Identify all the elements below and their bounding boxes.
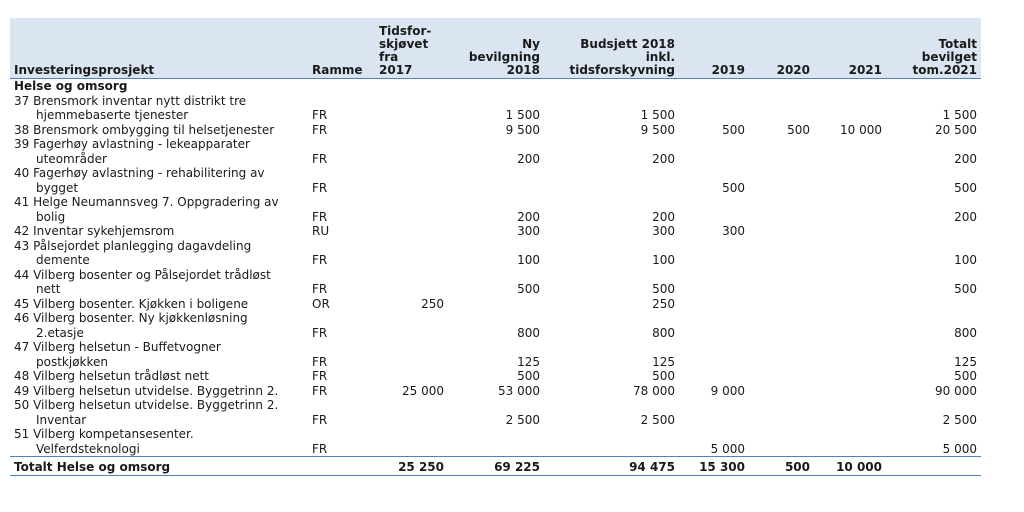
table-row — [10, 224, 981, 239]
project-name-line1: 48 Vilberg helsetun trådløst nett — [14, 369, 209, 383]
project-name-line2: hjemmebaserte tjenester — [36, 108, 189, 122]
cell-tid — [375, 195, 448, 224]
cell-bud: 1 500 — [640, 108, 675, 122]
cell-y2019: 500 — [722, 180, 745, 195]
investment-table — [10, 18, 981, 476]
total-tot — [886, 457, 981, 476]
cell-y2021 — [814, 195, 886, 224]
project-name-line1: 47 Vilberg helsetun - Buffetvogner — [14, 340, 221, 354]
cell-ramme: FR — [312, 253, 328, 267]
table-row — [10, 166, 981, 195]
cell-tid — [375, 268, 448, 297]
cell-y2019 — [679, 297, 749, 312]
project-name-line2: Velferdsteknologi — [36, 441, 140, 456]
cell-ny: 53 000 — [498, 383, 540, 398]
cell-tid — [375, 137, 448, 166]
cell-y2021 — [814, 427, 886, 457]
table-row — [10, 195, 981, 224]
cell-tid: 25 000 — [402, 383, 444, 398]
cell-tot: 200 — [954, 151, 977, 166]
project-name-line1: 42 Inventar sykehjemsrom — [14, 224, 175, 238]
cell-tot: 90 000 — [935, 383, 977, 398]
cell-y2021 — [814, 340, 886, 369]
cell-tid — [375, 224, 448, 239]
total-row — [10, 457, 981, 476]
cell-tot: 800 — [954, 325, 977, 340]
total-y2021: 10 000 — [814, 457, 886, 476]
project-name-line1: 45 Vilberg bosenter. Kjøkken i boligene — [14, 296, 249, 311]
cell-y2021: 10 000 — [840, 122, 882, 137]
project-name — [10, 427, 308, 457]
project-name-line1: 39 Fagerhøy avlastning - lekeapparater — [14, 137, 250, 151]
project-name-line1: 51 Vilberg kompetansesenter. — [14, 427, 194, 441]
cell-y2019 — [679, 369, 749, 384]
project-name-line2: demente — [36, 253, 90, 267]
total-label: Totalt Helse og omsorg — [10, 457, 308, 476]
project-name-line1: 46 Vilberg bosenter. Ny kjøkkenløsning — [14, 311, 248, 325]
cell-bud: 100 — [652, 253, 675, 267]
project-name-line1: 38 Brensmork ombygging til helsetjenester — [14, 122, 275, 137]
total-y2020: 500 — [749, 457, 814, 476]
project-name — [10, 268, 308, 297]
cell-ramme: FR — [312, 122, 328, 137]
table-row — [10, 384, 981, 399]
cell-bud — [544, 166, 679, 195]
cell-ny: 200 — [517, 151, 540, 166]
project-name — [10, 384, 308, 399]
cell-ny: 500 — [517, 369, 540, 383]
table-row — [10, 239, 981, 268]
cell-ramme: FR — [312, 441, 328, 456]
project-name-line2: nett — [36, 282, 61, 296]
project-name-line1: 40 Fagerhøy avlastning - rehabilitering av — [14, 166, 265, 180]
cell-y2020 — [749, 224, 814, 239]
cell-tot: 2 500 — [942, 412, 977, 427]
table-row — [10, 123, 981, 138]
project-name — [10, 369, 308, 384]
cell-bud: 2 500 — [640, 412, 675, 427]
cell-y2019 — [679, 340, 749, 369]
section-title: Helse og omsorg — [14, 79, 128, 93]
cell-bud: 300 — [652, 224, 675, 238]
table-row — [10, 137, 981, 166]
cell-tid — [375, 94, 448, 123]
cell-bud: 200 — [652, 151, 675, 166]
cell-y2021 — [814, 239, 886, 268]
cell-ny: 100 — [517, 253, 540, 267]
project-name-line1: 44 Vilberg bosenter og Pålsejordet trådløst — [14, 267, 271, 282]
cell-tid — [375, 166, 448, 195]
project-name-line1: 37 Brensmork inventar nytt distrikt tre — [14, 93, 247, 108]
cell-bud: 250 — [652, 296, 675, 311]
cell-y2021 — [814, 384, 886, 399]
project-name-line2: uteområder — [36, 151, 107, 166]
cell-y2019: 5 000 — [710, 441, 745, 456]
project-name — [10, 137, 308, 166]
cell-tid — [375, 123, 448, 138]
project-name-line2: Inventar — [36, 412, 87, 427]
investment-table-container — [10, 18, 981, 476]
header-2020: 2020 — [749, 18, 814, 79]
cell-ny: 1 500 — [505, 108, 540, 122]
cell-ramme: FR — [312, 209, 328, 224]
cell-y2019 — [679, 137, 749, 166]
project-name-line2: 2.etasje — [36, 325, 84, 340]
cell-y2021 — [814, 398, 886, 427]
cell-ramme: FR — [312, 412, 328, 427]
cell-ny: 125 — [517, 354, 540, 369]
project-name-line1: 50 Vilberg helsetun utvidelse. Byggetrinn 2. — [14, 398, 279, 412]
cell-y2020 — [749, 384, 814, 399]
cell-y2021 — [814, 268, 886, 297]
cell-tot: 5 000 — [942, 441, 977, 456]
cell-y2020 — [749, 239, 814, 268]
cell-y2019 — [679, 239, 749, 268]
cell-ramme: FR — [312, 354, 328, 369]
cell-ny — [448, 297, 544, 312]
header-project: Investeringsprosjekt — [10, 18, 308, 79]
cell-tot: 1 500 — [942, 108, 977, 122]
cell-ny — [448, 166, 544, 195]
cell-bud: 200 — [652, 209, 675, 224]
cell-y2019 — [679, 195, 749, 224]
cell-tot: 500 — [954, 180, 977, 195]
cell-y2020 — [749, 311, 814, 340]
project-name-line2: postkjøkken — [36, 354, 108, 369]
cell-tid: 250 — [421, 296, 444, 311]
total-bud: 94 475 — [544, 457, 679, 476]
cell-y2019 — [679, 268, 749, 297]
cell-ramme: FR — [312, 282, 328, 296]
cell-ramme: FR — [312, 325, 328, 340]
total-tid: 25 250 — [375, 457, 448, 476]
cell-ramme: RU — [312, 224, 330, 238]
cell-ny: 200 — [517, 209, 540, 224]
cell-ramme: OR — [312, 296, 330, 311]
cell-y2020 — [749, 166, 814, 195]
project-name — [10, 398, 308, 427]
cell-tot — [886, 297, 981, 312]
cell-y2020 — [749, 398, 814, 427]
cell-y2019 — [679, 94, 749, 123]
cell-ramme: FR — [312, 108, 328, 122]
cell-y2020: 500 — [787, 122, 810, 137]
total-ny: 69 225 — [448, 457, 544, 476]
cell-y2021 — [814, 369, 886, 384]
cell-y2021 — [814, 137, 886, 166]
total-y2019: 15 300 — [679, 457, 749, 476]
project-name — [10, 224, 308, 239]
cell-y2021 — [814, 311, 886, 340]
cell-y2020 — [749, 369, 814, 384]
cell-y2021 — [814, 224, 886, 239]
cell-ny: 500 — [517, 282, 540, 296]
cell-y2020 — [749, 427, 814, 457]
project-name-line2: bolig — [36, 209, 66, 224]
cell-tid — [375, 239, 448, 268]
project-name — [10, 195, 308, 224]
cell-y2019: 300 — [722, 224, 745, 238]
table-row — [10, 398, 981, 427]
cell-tot: 20 500 — [935, 122, 977, 137]
project-name-line2: bygget — [36, 180, 79, 195]
cell-tot: 500 — [954, 369, 977, 383]
cell-ramme: FR — [312, 180, 328, 195]
cell-bud: 800 — [652, 325, 675, 340]
cell-y2020 — [749, 94, 814, 123]
cell-tid — [375, 369, 448, 384]
project-name-line1: 49 Vilberg helsetun utvidelse. Byggetrinn 2. — [14, 383, 279, 398]
cell-y2020 — [749, 297, 814, 312]
table-body — [10, 79, 981, 476]
cell-tid — [375, 311, 448, 340]
cell-tid — [375, 340, 448, 369]
project-name — [10, 94, 308, 123]
cell-ramme: FR — [312, 369, 328, 383]
cell-bud — [544, 427, 679, 457]
table-row — [10, 94, 981, 123]
cell-ny: 300 — [517, 224, 540, 238]
cell-tot: 200 — [954, 209, 977, 224]
cell-y2020 — [749, 340, 814, 369]
cell-ramme: FR — [312, 151, 328, 166]
cell-ny: 2 500 — [505, 412, 540, 427]
project-name — [10, 123, 308, 138]
header-budsjett: Budsjett 2018 inkl. tidsforskyvning — [544, 18, 679, 79]
cell-y2019: 9 000 — [710, 383, 745, 398]
project-name — [10, 311, 308, 340]
table-row — [10, 311, 981, 340]
cell-bud: 500 — [652, 369, 675, 383]
project-name — [10, 166, 308, 195]
cell-bud: 78 000 — [633, 383, 675, 398]
table-header — [10, 18, 981, 79]
project-name — [10, 340, 308, 369]
project-name — [10, 297, 308, 312]
cell-tid — [375, 398, 448, 427]
cell-y2019: 500 — [722, 122, 745, 137]
cell-tot: 500 — [954, 282, 977, 296]
section-row — [10, 79, 981, 94]
total-ramme — [308, 457, 375, 476]
table-row — [10, 427, 981, 457]
cell-ny — [448, 427, 544, 457]
cell-ny: 9 500 — [505, 122, 540, 137]
header-tidsforskjovet: Tidsfor- skjøvet fra 2017 — [375, 18, 448, 79]
table-row — [10, 297, 981, 312]
cell-ny: 800 — [517, 325, 540, 340]
header-totalt: Totalt bevilget tom.2021 — [886, 18, 981, 79]
cell-bud: 500 — [652, 282, 675, 296]
project-name — [10, 239, 308, 268]
header-ny-bevilgning: Ny bevilgning 2018 — [448, 18, 544, 79]
cell-y2019 — [679, 311, 749, 340]
cell-ramme: FR — [312, 383, 328, 398]
cell-y2021 — [814, 166, 886, 195]
cell-y2019 — [679, 398, 749, 427]
cell-y2020 — [749, 268, 814, 297]
header-ramme: Ramme — [308, 18, 375, 79]
cell-y2021 — [814, 94, 886, 123]
cell-tot — [886, 224, 981, 239]
table-row — [10, 268, 981, 297]
cell-tot: 125 — [954, 354, 977, 369]
cell-bud: 125 — [652, 354, 675, 369]
table-row — [10, 369, 981, 384]
project-name-line1: 43 Pålsejordet planlegging dagavdeling — [14, 238, 252, 253]
header-2019: 2019 — [679, 18, 749, 79]
cell-y2020 — [749, 195, 814, 224]
header-2021: 2021 — [814, 18, 886, 79]
cell-bud: 9 500 — [640, 122, 675, 137]
table-row — [10, 340, 981, 369]
project-name-line1: 41 Helge Neumannsveg 7. Oppgradering av — [14, 195, 279, 209]
cell-y2021 — [814, 297, 886, 312]
cell-tid — [375, 427, 448, 457]
cell-tot: 100 — [954, 253, 977, 267]
cell-y2020 — [749, 137, 814, 166]
